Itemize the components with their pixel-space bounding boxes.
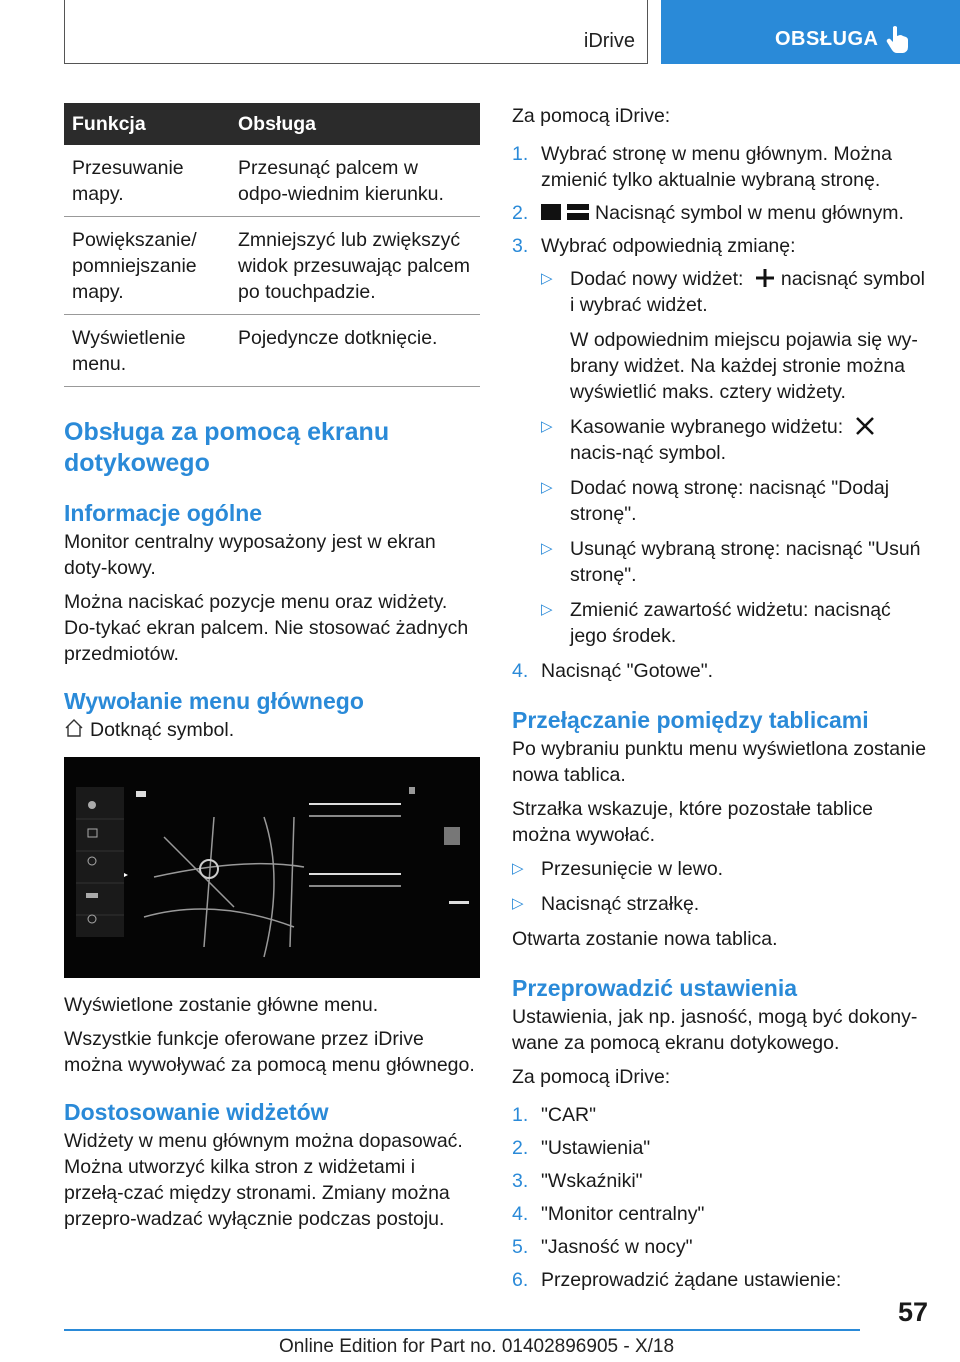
list-item xyxy=(512,233,932,259)
list-number: 1. xyxy=(512,143,529,165)
list-number: 2. xyxy=(512,1137,529,1159)
list-number: 1. xyxy=(512,1104,529,1126)
list-text: Przeprowadzić żądane ustawienie: xyxy=(541,1269,842,1291)
list-item xyxy=(512,141,932,193)
table-row xyxy=(64,145,480,217)
page-number: 57 xyxy=(897,1297,928,1327)
list-item xyxy=(512,1135,932,1161)
list-number: 2. xyxy=(512,202,529,224)
paragraph-home-text: Dotknąć symbol. xyxy=(90,719,235,741)
bullet-text: Usunąć wybraną stronę: nacisnąć "Usuń stronę". xyxy=(570,538,921,586)
header-section: iDrive xyxy=(583,30,635,52)
table-cell: Przesunąć palcem w odpo-wiednim kierunku. xyxy=(230,145,480,217)
bullet-text-part: nacisnąć symbol i wybrać widżet. xyxy=(570,268,925,316)
function-table xyxy=(64,103,480,387)
list-text: Wybrać odpowiednią zmianę: xyxy=(541,235,796,257)
heading-touch: Obsługa za pomocą ekranu dotykowego xyxy=(64,418,390,477)
table-cell: Pojedyncze dotknięcie. xyxy=(230,315,480,387)
heading-switch: Przełączanie pomiędzy tablicami xyxy=(512,707,869,733)
bullet-text xyxy=(570,414,932,466)
table-cell: Zmniejszyć lub zwiększyć widok przesuwając palcem po touchpadzie. xyxy=(230,217,480,315)
table-cell: Wyświetlenie menu. xyxy=(64,315,230,387)
list-item xyxy=(512,1168,932,1194)
table-row xyxy=(64,315,480,387)
bullet-item xyxy=(541,597,932,649)
paragraph: Wszystkie funkcje oferowane przez iDrive można wywoływać za pomocą menu głównego. xyxy=(64,1028,475,1076)
list-number: 5. xyxy=(512,1236,529,1258)
hand-pointer-icon xyxy=(886,24,910,54)
note-paragraph: W odpowiednim miejscu pojawia się wy-brany widżet. Na każdej stronie można wyświetlić maks. cztery widżety. xyxy=(570,329,918,403)
footer-text: Online Edition for Part no. 01402896905 - X/18 xyxy=(279,1336,675,1357)
footer-divider xyxy=(64,1329,860,1331)
bullet-item xyxy=(541,536,932,588)
paragraph: Po wybraniu punktu menu wyświetlona zostanie nowa tablica. xyxy=(512,738,927,786)
bullet-text-part: Dodać nowy widżet: xyxy=(570,268,744,290)
paragraph: Otwarta zostanie nowa tablica. xyxy=(512,928,778,950)
list-text: Wybrać stronę w menu głównym. Można zmienić tylko aktualnie wybraną stronę. xyxy=(541,143,892,191)
heading-settings: Przeprowadzić ustawienia xyxy=(512,975,798,1001)
list-number: 6. xyxy=(512,1269,529,1291)
bullet-mark: ▷ xyxy=(541,540,553,557)
left-column xyxy=(64,103,480,1240)
paragraph: Można naciskać pozycje menu oraz widżety. Do-tykać ekran palcem. Nie stosować żadnych przedmiotów. xyxy=(64,591,469,665)
table-cell: Przesuwanie mapy. xyxy=(64,145,230,217)
sub-list xyxy=(541,266,932,649)
table-row xyxy=(64,217,480,315)
table-header: Obsługa xyxy=(230,103,480,145)
bullet-text: Zmienić zawartość widżetu: nacisnąć jego środek. xyxy=(570,599,891,647)
list-item xyxy=(512,658,932,684)
list-text: Nacisnąć symbol w menu głównym. xyxy=(595,202,904,224)
paragraph-home xyxy=(64,717,480,743)
bullet-mark: ▷ xyxy=(512,895,524,912)
paragraph-intro: Za pomocą iDrive: xyxy=(512,1066,671,1088)
paragraph: Strzałka wskazuje, które pozostałe tablice można wywołać. xyxy=(512,798,873,846)
list-text: "Monitor centralny" xyxy=(541,1203,705,1225)
bullet-mark: ▷ xyxy=(512,860,524,877)
header-tab xyxy=(661,0,960,64)
bullet-mark: ▷ xyxy=(541,479,553,496)
list-item xyxy=(512,200,932,226)
close-icon xyxy=(855,416,875,436)
list-text: "Wskaźniki" xyxy=(541,1170,643,1192)
bullet-text: Przesunięcie w lewo. xyxy=(541,858,724,880)
paragraph-intro: Za pomocą iDrive: xyxy=(512,105,671,127)
bullet-mark: ▷ xyxy=(541,601,553,618)
bullet-text: Dodać nową stronę: nacisnąć "Dodaj stronę". xyxy=(570,477,890,525)
bullet-mark: ▷ xyxy=(541,418,553,435)
bullet-text-part: Kasowanie wybranego widżetu: xyxy=(570,416,844,438)
main-menu-screenshot xyxy=(64,757,480,978)
bullet-item xyxy=(541,266,932,318)
main-menu-screenshot-graphic xyxy=(64,757,480,978)
list-text: "Jasność w nocy" xyxy=(541,1236,693,1258)
table-cell: Powiększanie/ pomniejszanie mapy. xyxy=(64,217,230,315)
list-number: 4. xyxy=(512,660,529,682)
bullet-item xyxy=(541,475,932,527)
list-text-with-icon xyxy=(541,200,904,226)
table-header-row xyxy=(64,103,480,145)
bullet-text xyxy=(570,266,932,318)
home-icon xyxy=(64,718,84,738)
list-text: "CAR" xyxy=(541,1104,597,1126)
paragraph: Monitor centralny wyposażony jest w ekran doty-kowy. xyxy=(64,531,436,579)
list-item xyxy=(512,1267,932,1293)
bullet-item xyxy=(512,856,932,882)
header-tab-label: OBSŁUGA xyxy=(775,28,879,50)
header-box xyxy=(64,0,648,64)
bullet-item xyxy=(541,414,932,466)
plus-icon xyxy=(755,268,775,288)
right-column xyxy=(512,103,932,1300)
list-text: Nacisnąć "Gotowe". xyxy=(541,660,714,682)
list-number: 3. xyxy=(512,1170,529,1192)
heading-general: Informacje ogólne xyxy=(64,500,263,526)
bullet-mark: ▷ xyxy=(541,270,553,287)
bullet-text-part: nacis-nąć symbol. xyxy=(570,442,727,464)
bullet-text: Nacisnąć strzałkę. xyxy=(541,893,700,915)
paragraph: Ustawienia, jak np. jasność, mogą być dokony-wane za pomocą ekranu dotykowego. xyxy=(512,1006,918,1054)
table-header: Funkcja xyxy=(64,103,230,145)
widget-grid-icon xyxy=(541,202,589,222)
bullet-item xyxy=(512,891,932,917)
list-number: 4. xyxy=(512,1203,529,1225)
paragraph: Widżety w menu głównym można dopasować. Można utworzyć kilka stron z widżetami i przełą-czać między stronami. Zmiany można przepro-wadzać wyłącznie podczas postoju. xyxy=(64,1130,463,1230)
heading-widgets: Dostosowanie widżetów xyxy=(64,1099,329,1125)
list-item xyxy=(512,1201,932,1227)
list-item xyxy=(512,1234,932,1260)
list-text: "Ustawienia" xyxy=(541,1137,651,1159)
paragraph: Wyświetlone zostanie główne menu. xyxy=(64,994,379,1016)
list-item xyxy=(512,1102,932,1128)
list-number: 3. xyxy=(512,235,529,257)
heading-main-menu: Wywołanie menu głównego xyxy=(64,688,364,714)
